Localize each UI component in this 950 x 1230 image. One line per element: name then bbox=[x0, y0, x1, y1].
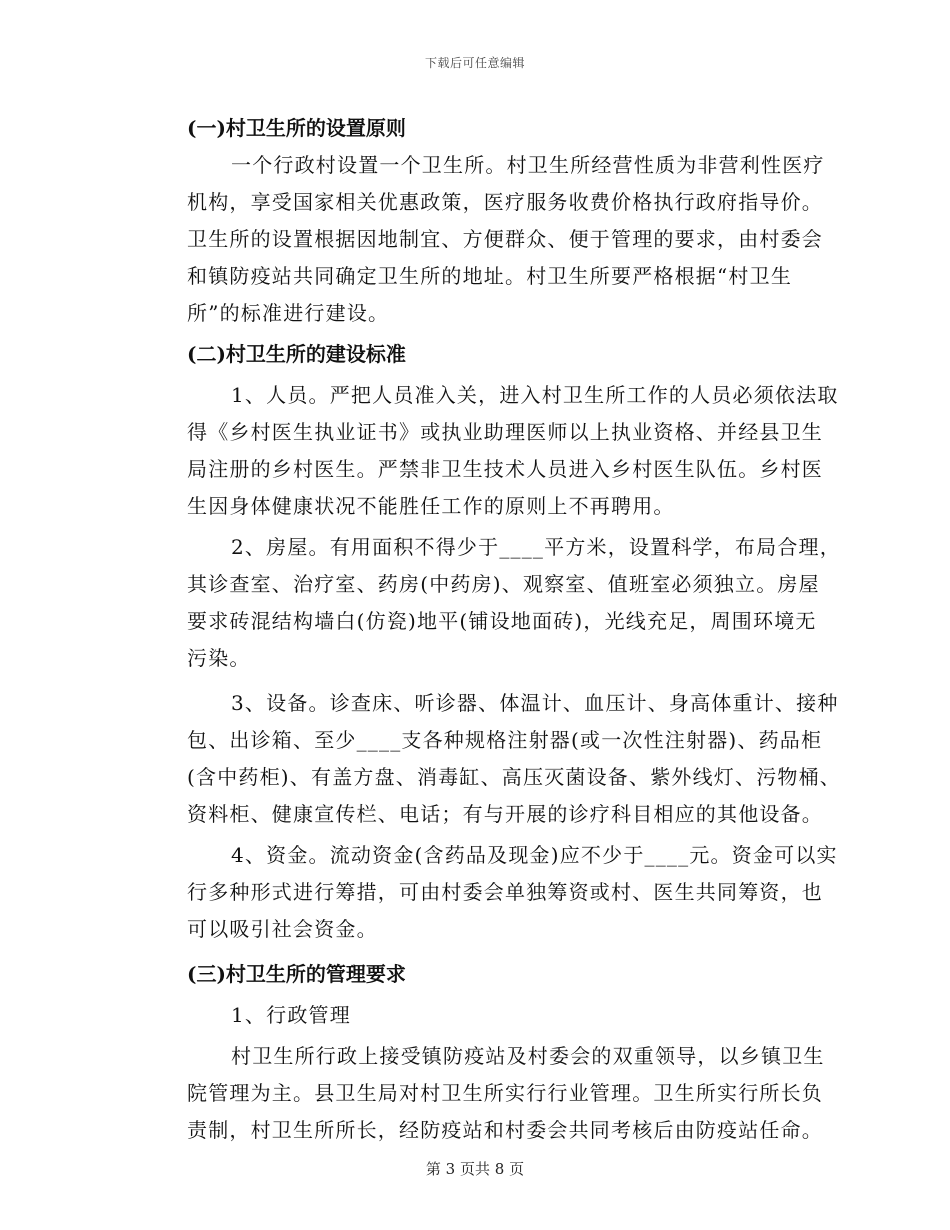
text-line: 包、出诊箱、至少____支各种规格注射器(或一次性注射器)、药品柜 bbox=[187, 728, 823, 752]
paragraph-setting-principle bbox=[143, 147, 825, 332]
document-body bbox=[143, 110, 842, 1149]
paragraph-housing bbox=[143, 529, 841, 677]
page-footer: 第 3 页共 8 页 bbox=[425, 1160, 525, 1178]
text-line: 1、行政管理 bbox=[231, 1003, 351, 1027]
text-line: 卫生所的设置根据因地制宜、方便群众、便于管理的要求，由村委会 bbox=[187, 227, 823, 251]
text-line: 资料柜、健康宣传栏、电话；有与开展的诊疗科目相应的其他设备。 bbox=[187, 802, 823, 826]
paragraph-funding bbox=[143, 837, 838, 948]
text-line: 和镇防疫站共同确定卫生所的地址。村卫生所要严格根据“村卫生 bbox=[187, 264, 793, 288]
paragraph-equipment bbox=[143, 685, 842, 833]
text-line: 要求砖混结构墙白(仿瓷)地平(铺设地面砖)，光线充足，周围环境无 bbox=[187, 609, 817, 633]
text-line: 可以吸引社会资金。 bbox=[187, 917, 378, 941]
text-line: 一个行政村设置一个卫生所。村卫生所经营性质为非营利性医疗 bbox=[231, 153, 825, 177]
text-line: 得《乡村医生执业证书》或执业助理医师以上执业资格、并经县卫生 bbox=[187, 420, 823, 444]
text-line: 2、房屋。有用面积不得少于____平方米，设置科学，布局合理， bbox=[231, 535, 841, 559]
paragraph-administration bbox=[143, 1038, 825, 1149]
section-heading-3: (三)村卫生所的管理要求 bbox=[187, 962, 406, 986]
text-line: 机构，享受国家相关优惠政策，医疗服务收费价格执行政府指导价。 bbox=[187, 190, 823, 214]
text-line: 院管理为主。县卫生局对村卫生所实行行业管理。卫生所实行所长负 bbox=[187, 1081, 823, 1105]
text-line: 村卫生所行政上接受镇防疫站及村委会的双重领导，以乡镇卫生 bbox=[231, 1044, 825, 1068]
text-line: 行多种形式进行筹措，可由村委会单独筹资或村、医生共同筹资，也 bbox=[187, 880, 823, 904]
page-header: 下载后可任意编辑 bbox=[424, 56, 525, 70]
paragraph-personnel bbox=[143, 377, 839, 525]
text-line: 局注册的乡村医生。严禁非卫生技术人员进入乡村医生队伍。乡村医 bbox=[187, 457, 823, 481]
subheading-administration bbox=[143, 997, 808, 1034]
text-line: 3、设备。诊查床、听诊器、体温计、血压计、身高体重计、接种 bbox=[231, 691, 839, 715]
text-line: 责制，村卫生所所长，经防疫站和村委会共同考核后由防疫站任命。 bbox=[187, 1118, 823, 1142]
section-heading-2: (二)村卫生所的建设标准 bbox=[187, 342, 406, 366]
section-heading-1: (一)村卫生所的设置原则 bbox=[187, 116, 406, 140]
text-line: 生因身体健康状况不能胜任工作的原则上不再聘用。 bbox=[187, 494, 675, 518]
text-line: (含中药柜)、有盖方盘、消毒缸、高压灭菌设备、紫外线灯、污物桶、 bbox=[187, 765, 842, 789]
text-line: 所”的标准进行建设。 bbox=[187, 301, 390, 325]
text-line: 1、人员。严把人员准入关，进入村卫生所工作的人员必须依法取 bbox=[231, 383, 839, 407]
text-line: 4、资金。流动资金(含药品及现金)应不少于____元。资金可以实 bbox=[231, 843, 838, 867]
text-line: 其诊查室、治疗室、药房(中药房)、观察室、值班室必须独立。房屋 bbox=[187, 572, 820, 596]
text-line: 污染。 bbox=[187, 646, 251, 670]
